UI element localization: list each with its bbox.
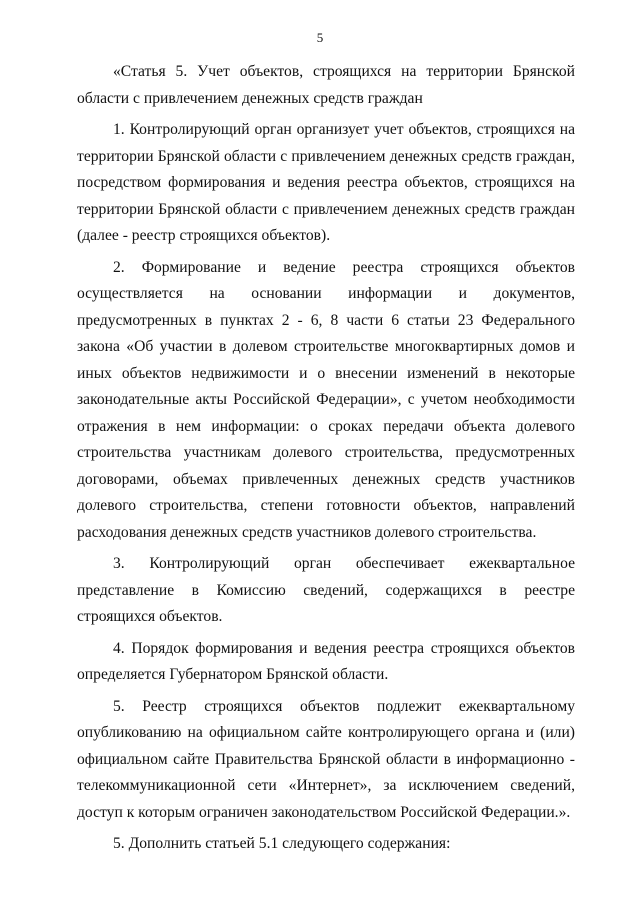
page-number: 5 — [316, 30, 324, 45]
paragraph-item-5: 5. Реестр строящихся объектов подлежит ежеквартальному опубликованию на официальном сайте контролирующего органа и (или) официальном сайте Правительства Брянской области в информационно - телекоммуникационной сети «Интернет», за исключением сведений, доступ к которым ограничен законодательством Российской Федерации.». — [77, 697, 575, 821]
article-heading: «Статья 5. Учет объектов, строящихся на территории Брянской области с привлечением денежных средств граждан — [77, 63, 575, 107]
amendment-instruction: 5. Дополнить статьей 5.1 следующего содержания: — [113, 835, 451, 852]
paragraph-item-1: 1. Контролирующий орган организует учет объектов, строящихся на территории Брянской области с привлечением денежных средств граждан, посредством формирования и ведения реестра объектов, строящихся на территории Брянской области с привлечением денежных средств граждан (далее - реестр строящихся объектов). — [77, 121, 575, 244]
document-body — [77, 59, 575, 858]
paragraph-item-4: 4. Порядок формирования и ведения реестра строящихся объектов определяется Губернатором Брянской области. — [77, 639, 575, 683]
paragraph-item-3: 3. Контролирующий орган обеспечивает ежеквартальное представление в Комиссию сведений, содержащихся в реестре строящихся объектов. — [77, 555, 575, 625]
paragraph-item-2: 2. Формирование и ведение реестра строящихся объектов осуществляется на основании информации и документов, предусмотренных в пунктах 2 - 6, 8 части 6 статьи 23 Федерального закона «Об участии в долевом строительстве многоквартирных домов и иных объектов недвижимости и о внесении изменений в некоторые законодательные акты Российской Федерации», с учетом необходимости отражения в нем информации: о сроках передачи объекта долевого строительства участникам долевого строительства, предусмотренных договорами, объемах привлеченных денежных средств участников долевого строительства, степени готовности объектов, направлений расходования денежных средств участников долевого строительства. — [77, 258, 575, 541]
